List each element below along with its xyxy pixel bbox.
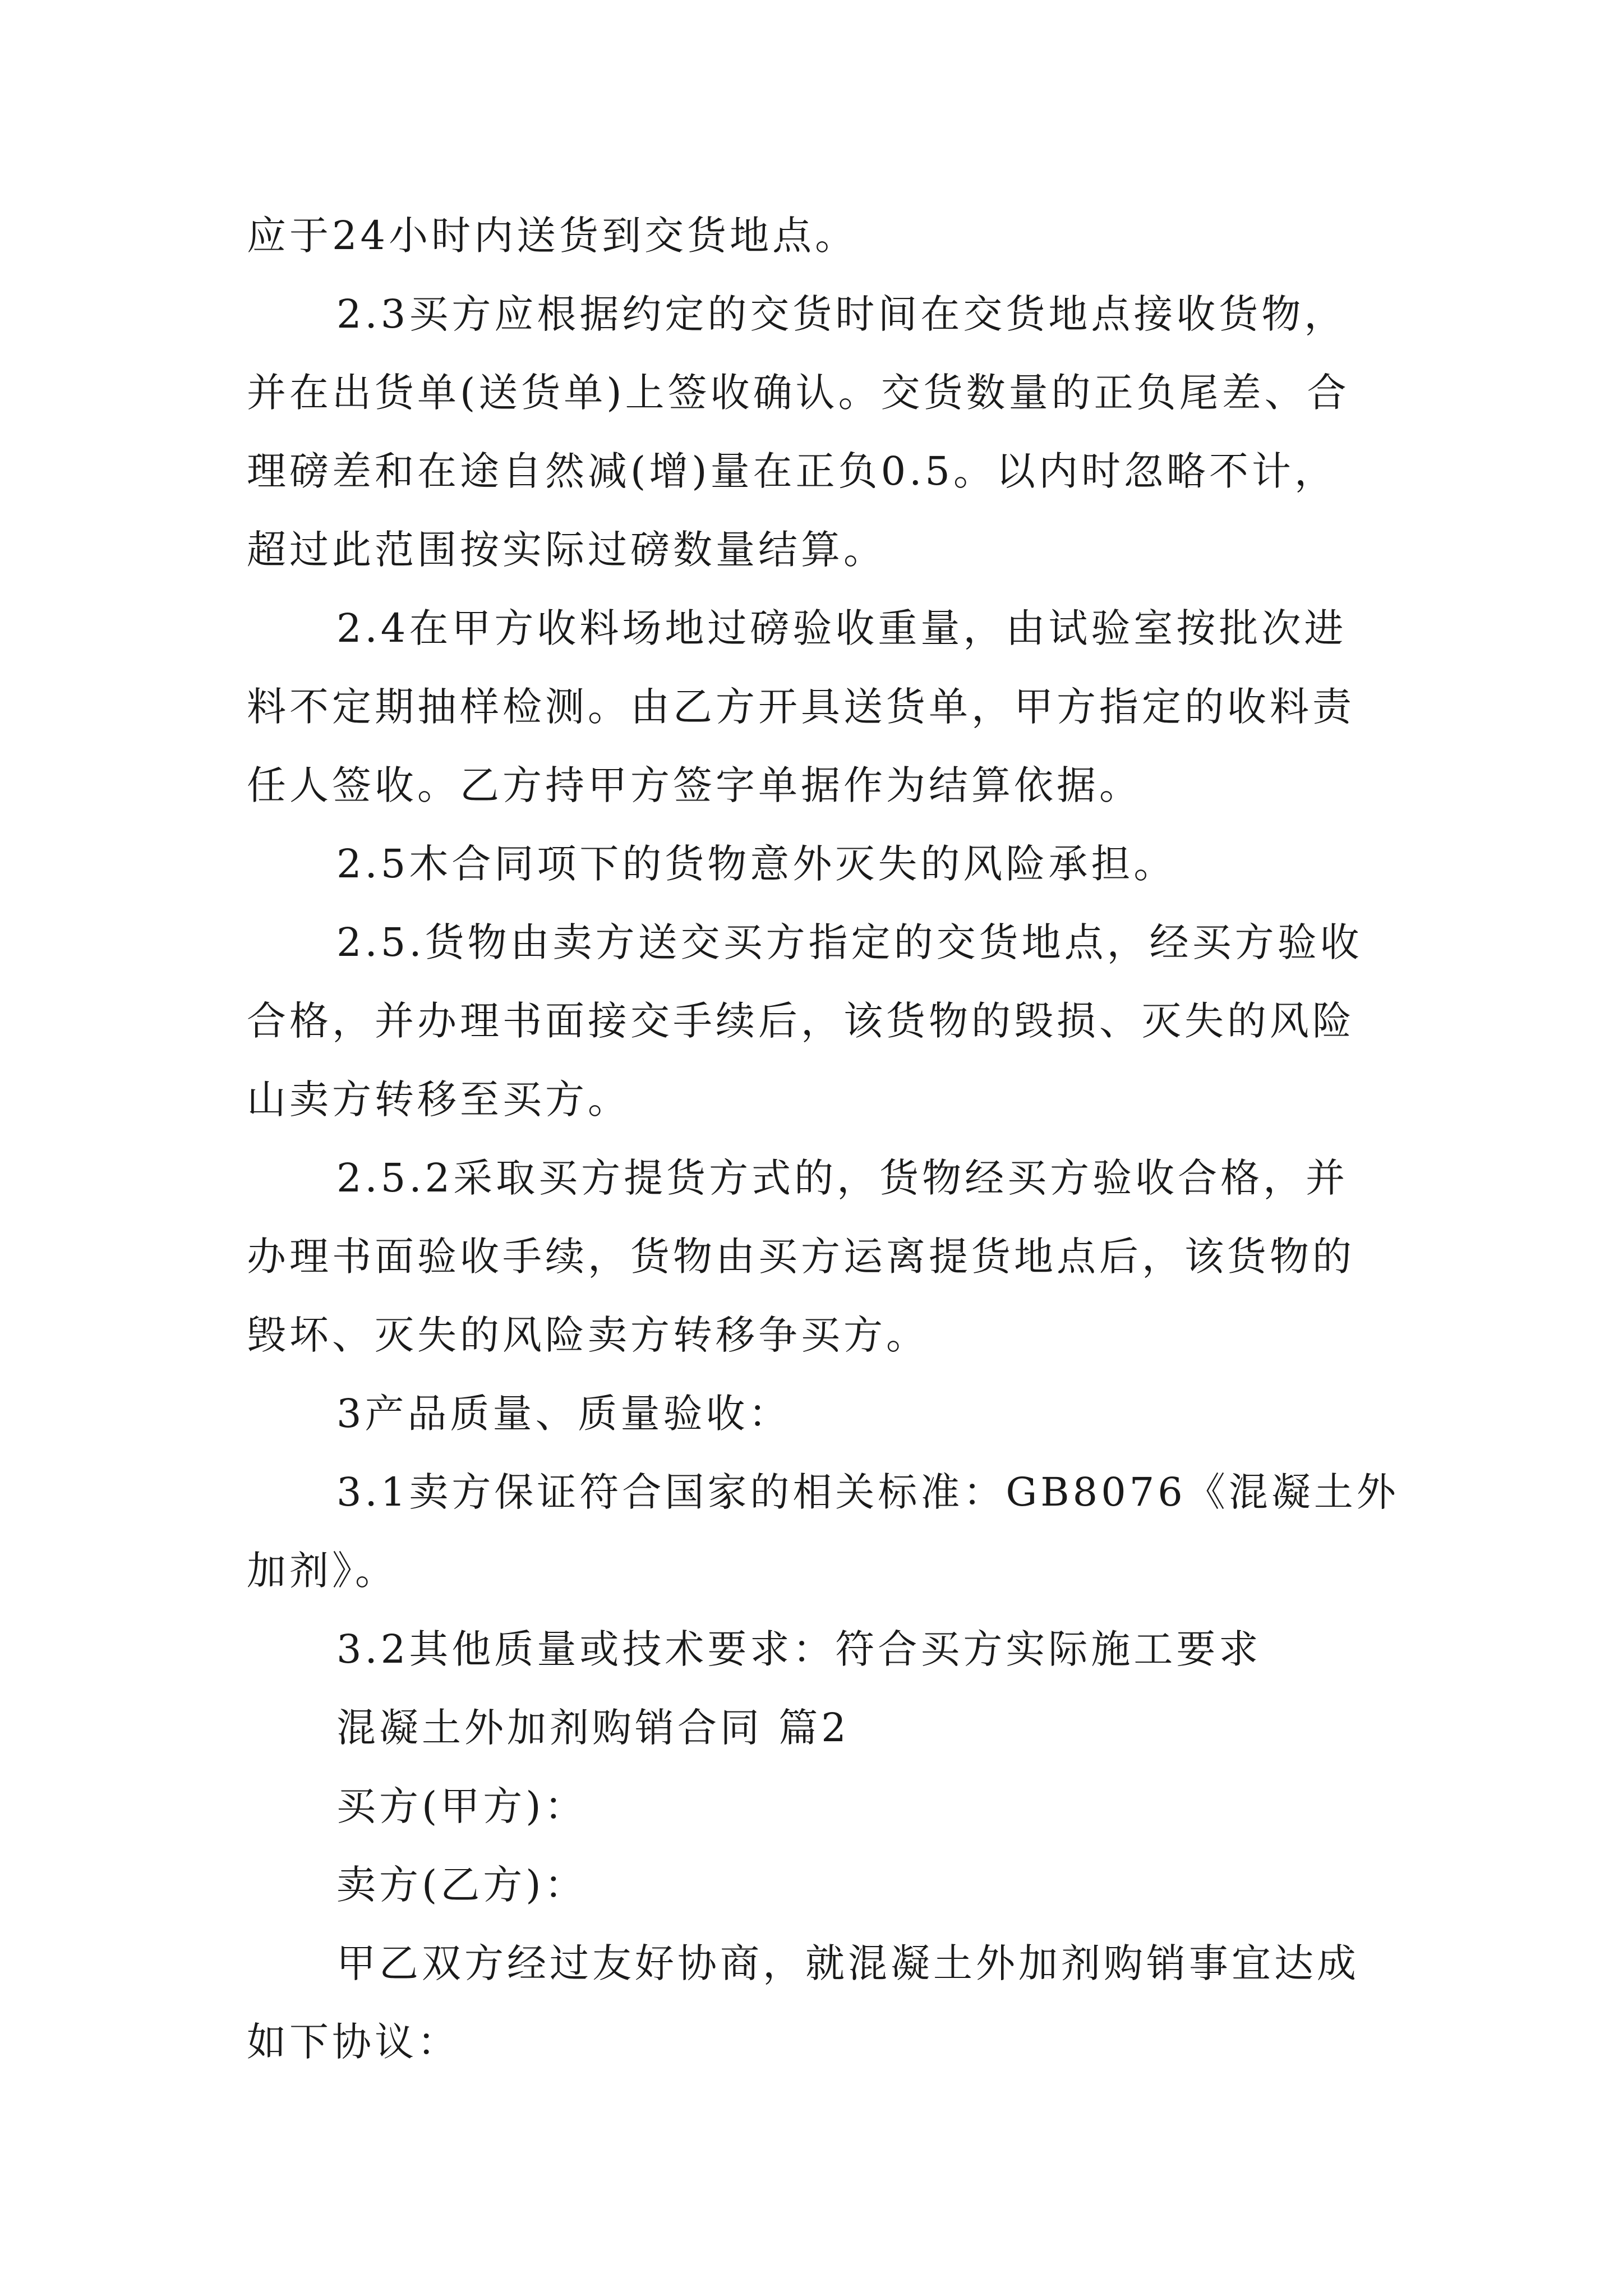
text-line: 合格，并办理书面接交手续后，该货物的毁损、灭失的风险: [247, 998, 1355, 1044]
text-line: 加剂》。: [247, 1548, 398, 1594]
text-line: 如下协议：: [247, 2019, 460, 2065]
text-line: 3产品质量、质量验收：: [336, 1391, 791, 1437]
section-heading: 混凝土外加剂购销合同 篇2: [336, 1705, 850, 1751]
text-line: 任人签收。乙方持甲方签字单据作为结算依据。: [247, 762, 1142, 808]
text-line: 2.5.2采取买方提货方式的，货物经买方验收合格，并: [336, 1155, 1349, 1201]
text-line: 应于24小时内送货到交货地点。: [247, 213, 858, 259]
text-line: 并在出货单(送货单)上签收确认。交货数量的正负尾差、合: [247, 370, 1350, 416]
text-line: 2.3买方应根据约定的交货时间在交货地点接收货物，: [336, 291, 1347, 337]
text-line: 2.5木合同项下的货物意外灭失的风险承担。: [336, 841, 1177, 887]
text-line: 卖方(乙方)：: [336, 1862, 587, 1908]
text-line: 甲乙双方经过友好协商，就混凝土外加剂购销事宜达成: [336, 1940, 1359, 1986]
text-line: 买方(甲方)：: [336, 1783, 587, 1829]
text-line: 山卖方转移至买方。: [247, 1076, 630, 1122]
text-line: 3.1卖方保证符合国家的相关标准：GB8076《混凝土外: [336, 1469, 1399, 1515]
text-line: 2.5.货物由卖方送交买方指定的交货地点，经买方验收: [336, 919, 1363, 965]
text-line: 办理书面验收手续，货物由买方运离提货地点后，该货物的: [247, 1234, 1355, 1280]
text-line: 理磅差和在途自然减(增)量在正负0.5。以内时忽略不计，: [247, 448, 1337, 494]
text-line: 2.4在甲方收料场地过磅验收重量，由试验室按批次进: [336, 605, 1347, 651]
text-line: 超过此范围按实际过磅数量结算。: [247, 527, 886, 573]
text-line: 3.2其他质量或技术要求：符合买方实际施工要求: [336, 1626, 1262, 1672]
text-line: 料不定期抽样检测。由乙方开具送货单，甲方指定的收料责: [247, 684, 1355, 730]
text-line: 毁坏、灭失的风险卖方转移争买方。: [247, 1312, 929, 1358]
